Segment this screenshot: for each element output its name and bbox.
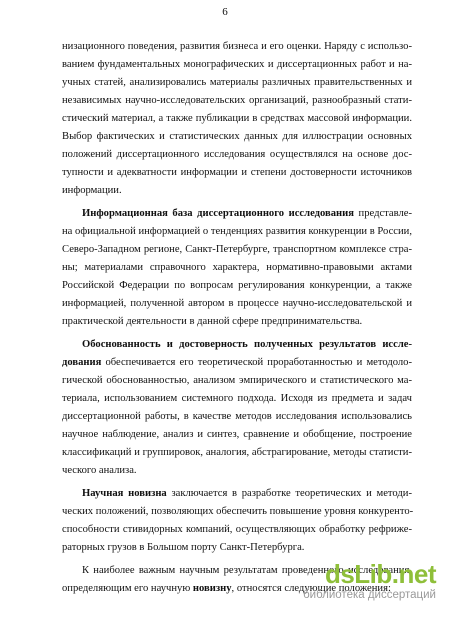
text-line: на официальной информацией о тенденциях развития конкуренции в России, bbox=[62, 226, 412, 237]
bold-heading: Научная новизна bbox=[82, 488, 167, 499]
paragraph-first-line bbox=[82, 338, 412, 352]
text-line: ванием фундаментальных монографических и диссертационных работ и на- bbox=[62, 59, 412, 70]
watermark-logo: dsLib.net bbox=[324, 559, 436, 589]
text-line: ческих положений, позволяющих обеспечить повышение уровня конкуренто- bbox=[62, 506, 414, 517]
text-line: ны; материалами справочного характера, нормативно-правовыми актами bbox=[62, 262, 412, 273]
text-line: классификаций и группировок, аналогия, абстрагирование, методы статисти- bbox=[62, 447, 412, 458]
text-line: положений диссертационного исследования осуществлялся на основе дос- bbox=[62, 149, 412, 160]
bold-heading: Обоснованность и достоверность полученных результатов иссле- bbox=[82, 339, 412, 350]
text-line: низационного поведения, развития бизнеса и его оценки. Наряду с использо- bbox=[62, 41, 412, 52]
paragraph-first-line: К наиболее важным научным результатам проведенного исследования, bbox=[82, 565, 412, 576]
bold-heading: Информационная база диссертационного исследования bbox=[82, 208, 354, 219]
text-line: стический материал, а также публикации в средствах массовой информации. bbox=[62, 113, 412, 124]
text-line: гической обоснованностью, анализом эмпирического и статистического ма- bbox=[62, 375, 412, 386]
text-line: дования обеспечивается его теоретической проработанностью и методоло- bbox=[62, 357, 412, 368]
text-line: научное наблюдение, анализ и синтез, сравнение и обобщение, построение bbox=[62, 429, 412, 440]
text-line: практической деятельности в данной сфере предпринимательства. bbox=[62, 316, 363, 327]
text-line: Северо-Западном регионе, Санкт-Петербурге, транспортном комплексе стра- bbox=[62, 244, 412, 255]
text-line: Российской Федерации по вопросам регулирования конкуренции, а также bbox=[62, 280, 412, 291]
text-line: способности стивидорных компаний, осуществляющих обработку рефриже- bbox=[62, 524, 412, 535]
text-line: учных статей, анализировались материалы различных правительственных и bbox=[62, 77, 412, 88]
watermark-subtitle: библиотека диссертаций bbox=[303, 589, 436, 601]
text-line: ческого анализа. bbox=[62, 465, 137, 476]
text-line: Выбор фактических и статистических данных для иллюстрации основных bbox=[62, 131, 412, 142]
text-line: териала, использованием системного подхода. Исходя из предмета и задач bbox=[62, 393, 412, 404]
watermark bbox=[266, 559, 436, 609]
text-line: раторных грузов в Большом порту Санкт-Петербурга. bbox=[62, 542, 305, 553]
text-line: информацией, полученной автором в процессе научно-исследовательской и bbox=[62, 298, 412, 309]
text-line: информации. bbox=[62, 185, 122, 196]
text-line: независимых научно-исследовательских организаций, разнообразный стати- bbox=[62, 95, 412, 106]
text-line: тупности и адекватности информации и степени достоверности источников bbox=[62, 167, 412, 178]
text-line: диссертационной работы, в качестве методов исследования использовались bbox=[62, 411, 412, 422]
paragraph-first-line: Научная новизна заключается в разработке теоретических и методи- bbox=[82, 488, 412, 499]
page-number: 6 bbox=[222, 6, 228, 18]
text-line: определяющим его научную новизну, относятся следующие положения: bbox=[62, 583, 391, 594]
paragraph-first-line: Информационная база диссертационного исследования представле- bbox=[82, 208, 412, 219]
